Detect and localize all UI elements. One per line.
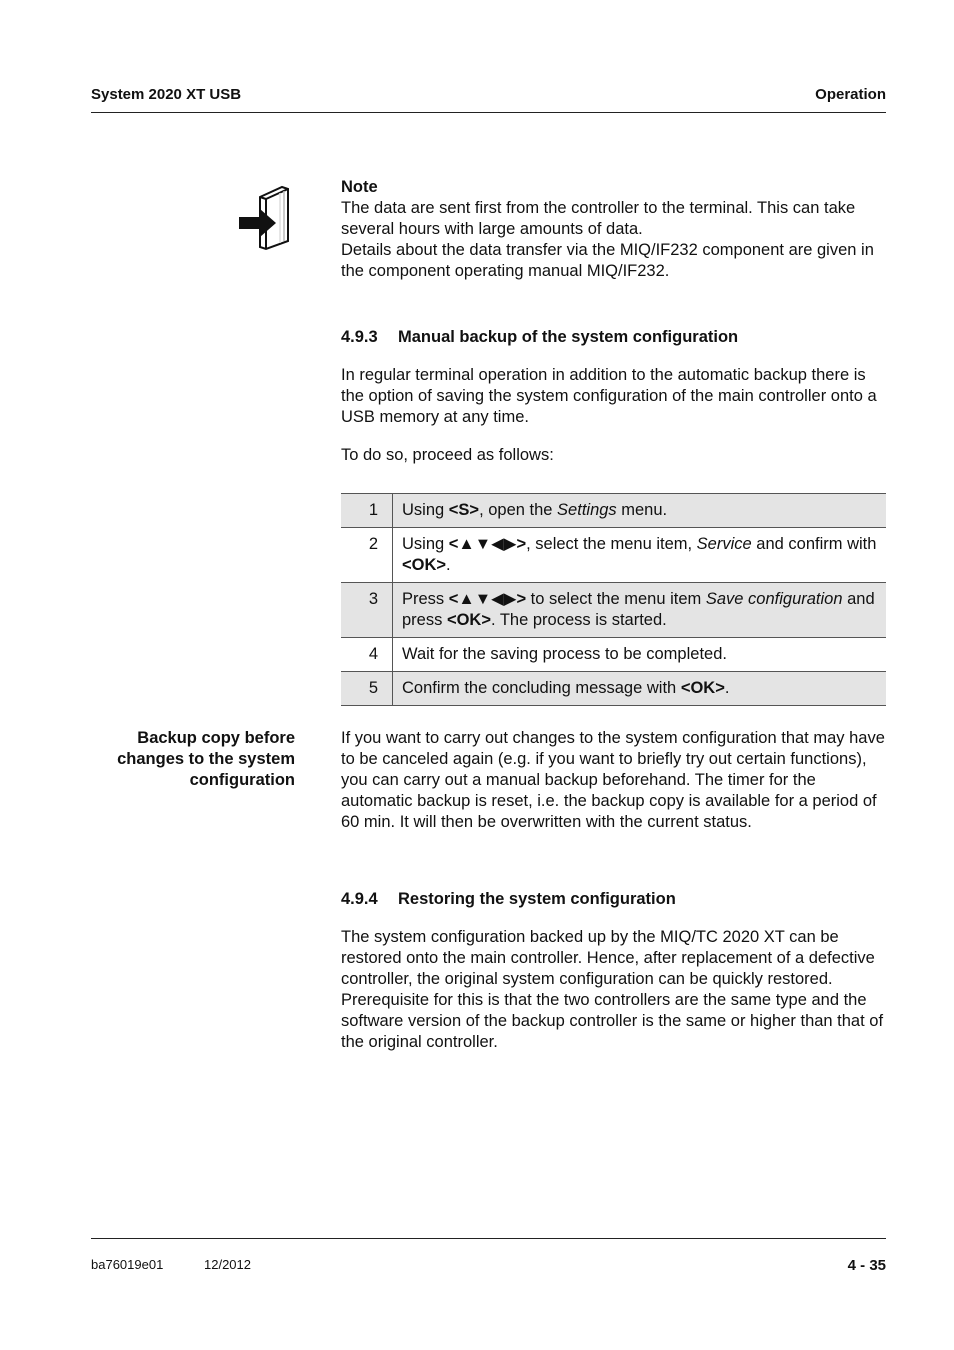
section-heading-4-9-4 — [341, 890, 676, 909]
footer-date: 12/2012 — [204, 1257, 251, 1272]
backup-paragraph: If you want to carry out changes to the system configuration that may have to be canceled again (e.g. if you want to briefly try out certain functions), you can carry out a manual backup beforehand. The timer for the automatic backup is reset, i.e. the backup copy is available for a period of 60 min. It will then be overwritten with the current status. — [341, 729, 885, 831]
note-text-2: Details about the data transfer via the MIQ/IF232 component are given in the component operating manual MIQ/IF232. — [341, 241, 874, 280]
note-block — [341, 177, 889, 282]
note-book-arrow-icon — [238, 183, 298, 251]
page-number: 4 - 35 — [847, 1257, 886, 1274]
step-text: Wait for the saving process to be completed. — [393, 638, 887, 672]
running-header-title: System 2020 XT USB — [91, 86, 242, 103]
section1-paragraph: In regular terminal operation in addition to the automatic backup there is the option of saving the system configuration of the main controller onto a USB memory at any time. — [341, 366, 877, 426]
step-row — [341, 494, 886, 528]
step-number: 2 — [341, 528, 393, 583]
footer-rule — [91, 1238, 886, 1239]
step-number: 4 — [341, 638, 393, 672]
step-row — [341, 638, 886, 672]
side-heading-backup-copy: Backup copy before changes to the system configuration — [117, 729, 295, 789]
step-text: Confirm the concluding message with <OK>. — [393, 672, 887, 706]
step-number: 3 — [341, 583, 393, 638]
note-title: Note — [341, 178, 378, 196]
section-title: Restoring the system configuration — [398, 890, 676, 908]
section-heading-4-9-3 — [341, 328, 738, 347]
section-title: Manual backup of the system configuration — [398, 328, 739, 346]
step-number: 5 — [341, 672, 393, 706]
section-number: 4.9.4 — [341, 890, 378, 908]
header-rule — [91, 112, 886, 113]
section2-paragraph: The system configuration backed up by the MIQ/TC 2020 XT can be restored onto the main controller. Hence, after replacement of a defective controller, the original system configuration can be quickly restored. Prerequisite for this is that the two controllers are the same type and the software version of the backup controller is the same or higher than that of the original controller. — [341, 928, 884, 1051]
footer-doc-code: ba76019e01 — [91, 1257, 164, 1272]
step-text: Press <▲▼◀▶> to select the menu item Save configuration and press <OK>. The process is started. — [393, 583, 887, 638]
section-number: 4.9.3 — [341, 328, 378, 346]
step-text: Using <S>, open the Settings menu. — [393, 494, 887, 528]
steps-table — [341, 493, 886, 706]
note-text-1: The data are sent first from the controller to the terminal. This can take several hours with large amounts of data. — [341, 199, 856, 238]
step-row — [341, 528, 886, 583]
step-text: Using <▲▼◀▶>, select the menu item, Service and confirm with <OK>. — [393, 528, 887, 583]
step-row — [341, 672, 886, 706]
section1-lead-in: To do so, proceed as follows: — [341, 446, 554, 464]
step-row — [341, 583, 886, 638]
running-header-chapter: Operation — [815, 86, 886, 103]
step-number: 1 — [341, 494, 393, 528]
